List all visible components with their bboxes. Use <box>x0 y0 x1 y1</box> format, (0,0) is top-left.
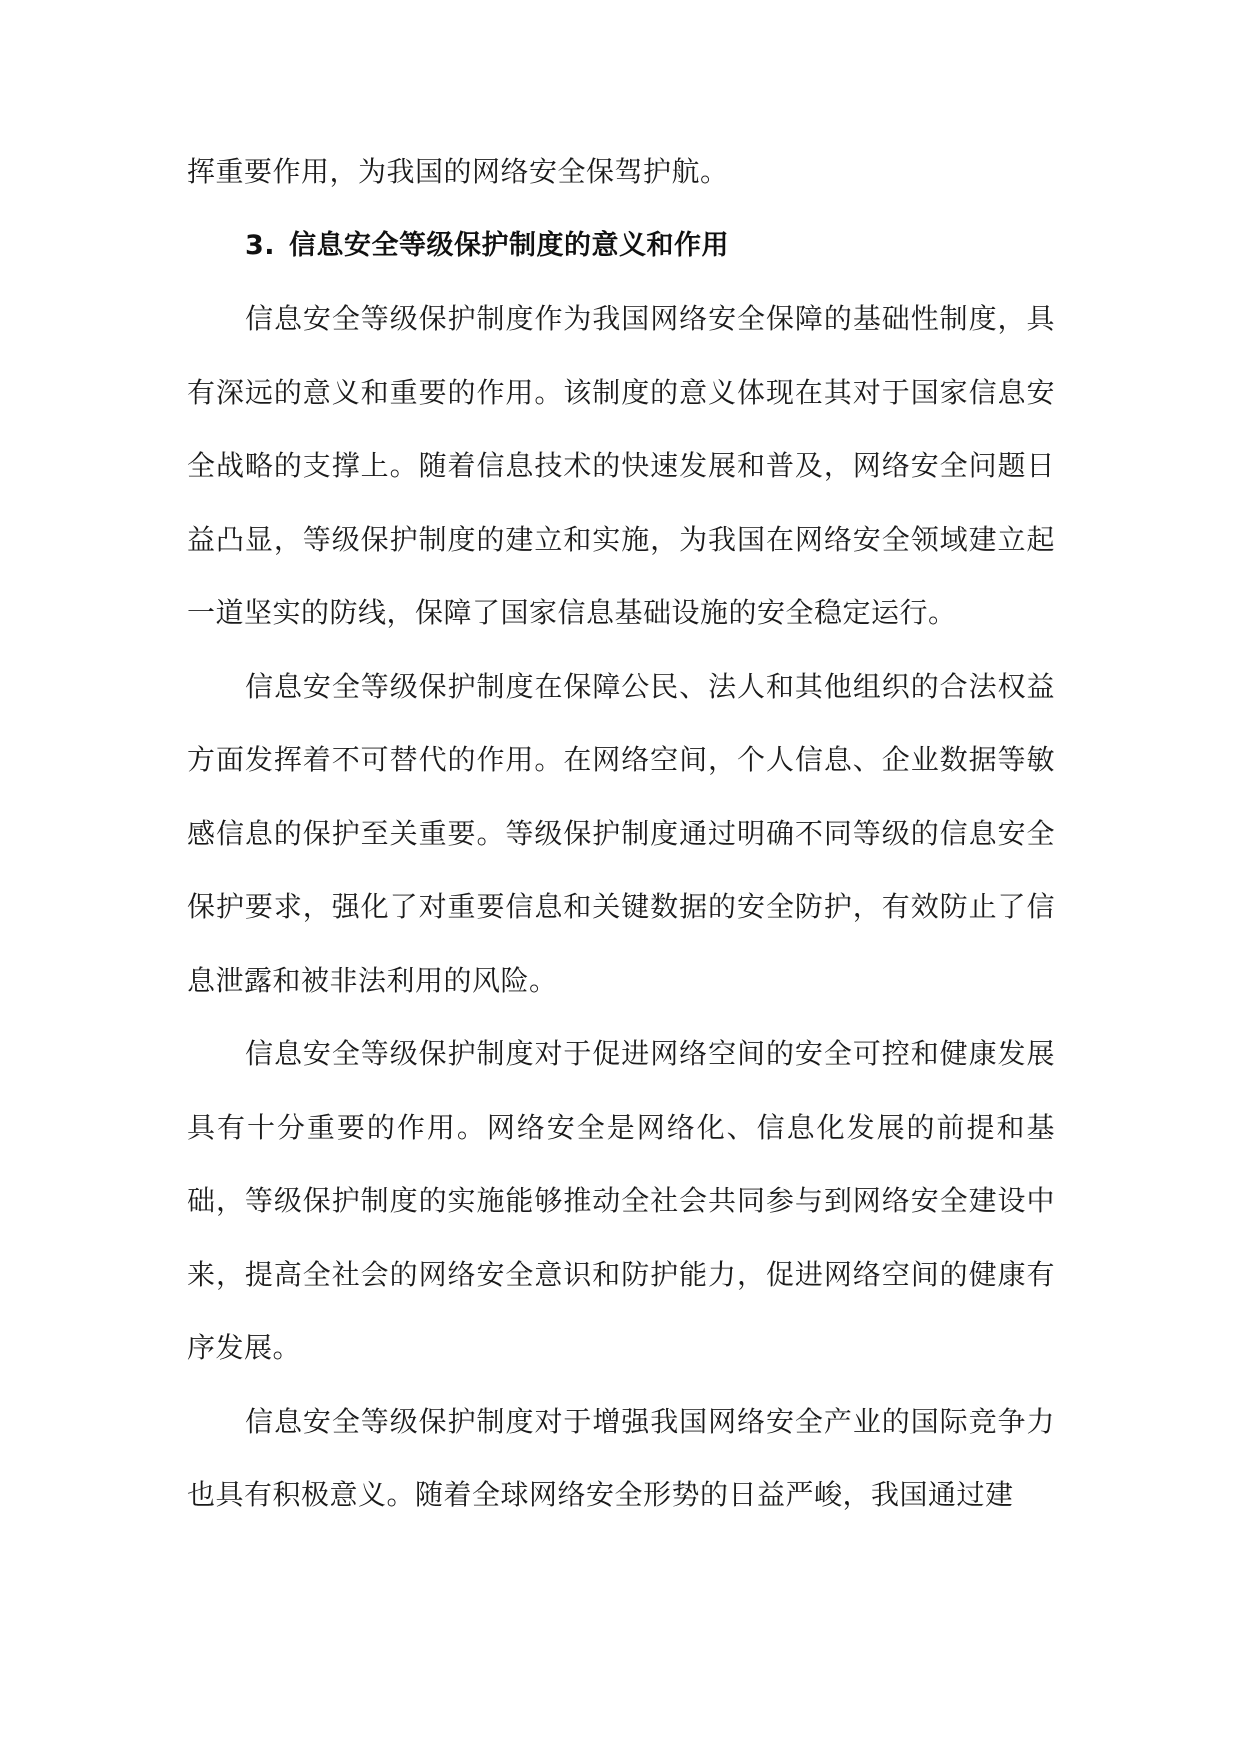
body-paragraph-4: 信息安全等级保护制度对于增强我国网络安全产业的国际竞争力也具有积极意义。随着全球网络安全形势的日益严峻，我国通过建 <box>187 1404 1055 1511</box>
section-title: 信息安全等级保护制度的意义和作用 <box>289 229 730 261</box>
section-number: 3. <box>245 229 276 261</box>
continuation-paragraph: 挥重要作用，为我国的网络安全保驾护航。 <box>187 155 729 188</box>
body-paragraph-3: 信息安全等级保护制度对于促进网络空间的安全可控和健康发展具有十分重要的作用。网络安全是网络化、信息化发展的前提和基础，等级保护制度的实施能够推动全社会共同参与到网络安全建设中来，提高全社会的网络安全意识和防护能力，促进网络空间的健康有序发展。 <box>187 1037 1055 1364</box>
document-body <box>187 135 1055 1532</box>
body-paragraph-1: 信息安全等级保护制度作为我国网络安全保障的基础性制度，具有深远的意义和重要的作用。该制度的意义体现在其对于国家信息安全战略的支撑上。随着信息技术的快速发展和普及，网络安全问题日益凸显，等级保护制度的建立和实施，为我国在网络安全领域建立起一道坚实的防线，保障了国家信息基础设施的安全稳定运行。 <box>187 302 1055 629</box>
body-paragraph-2: 信息安全等级保护制度在保障公民、法人和其他组织的合法权益方面发挥着不可替代的作用。在网络空间，个人信息、企业数据等敏感信息的保护至关重要。等级保护制度通过明确不同等级的信息安全保护要求，强化了对重要信息和关键数据的安全防护，有效防止了信息泄露和被非法利用的风险。 <box>187 669 1055 997</box>
section-heading <box>187 209 1055 283</box>
